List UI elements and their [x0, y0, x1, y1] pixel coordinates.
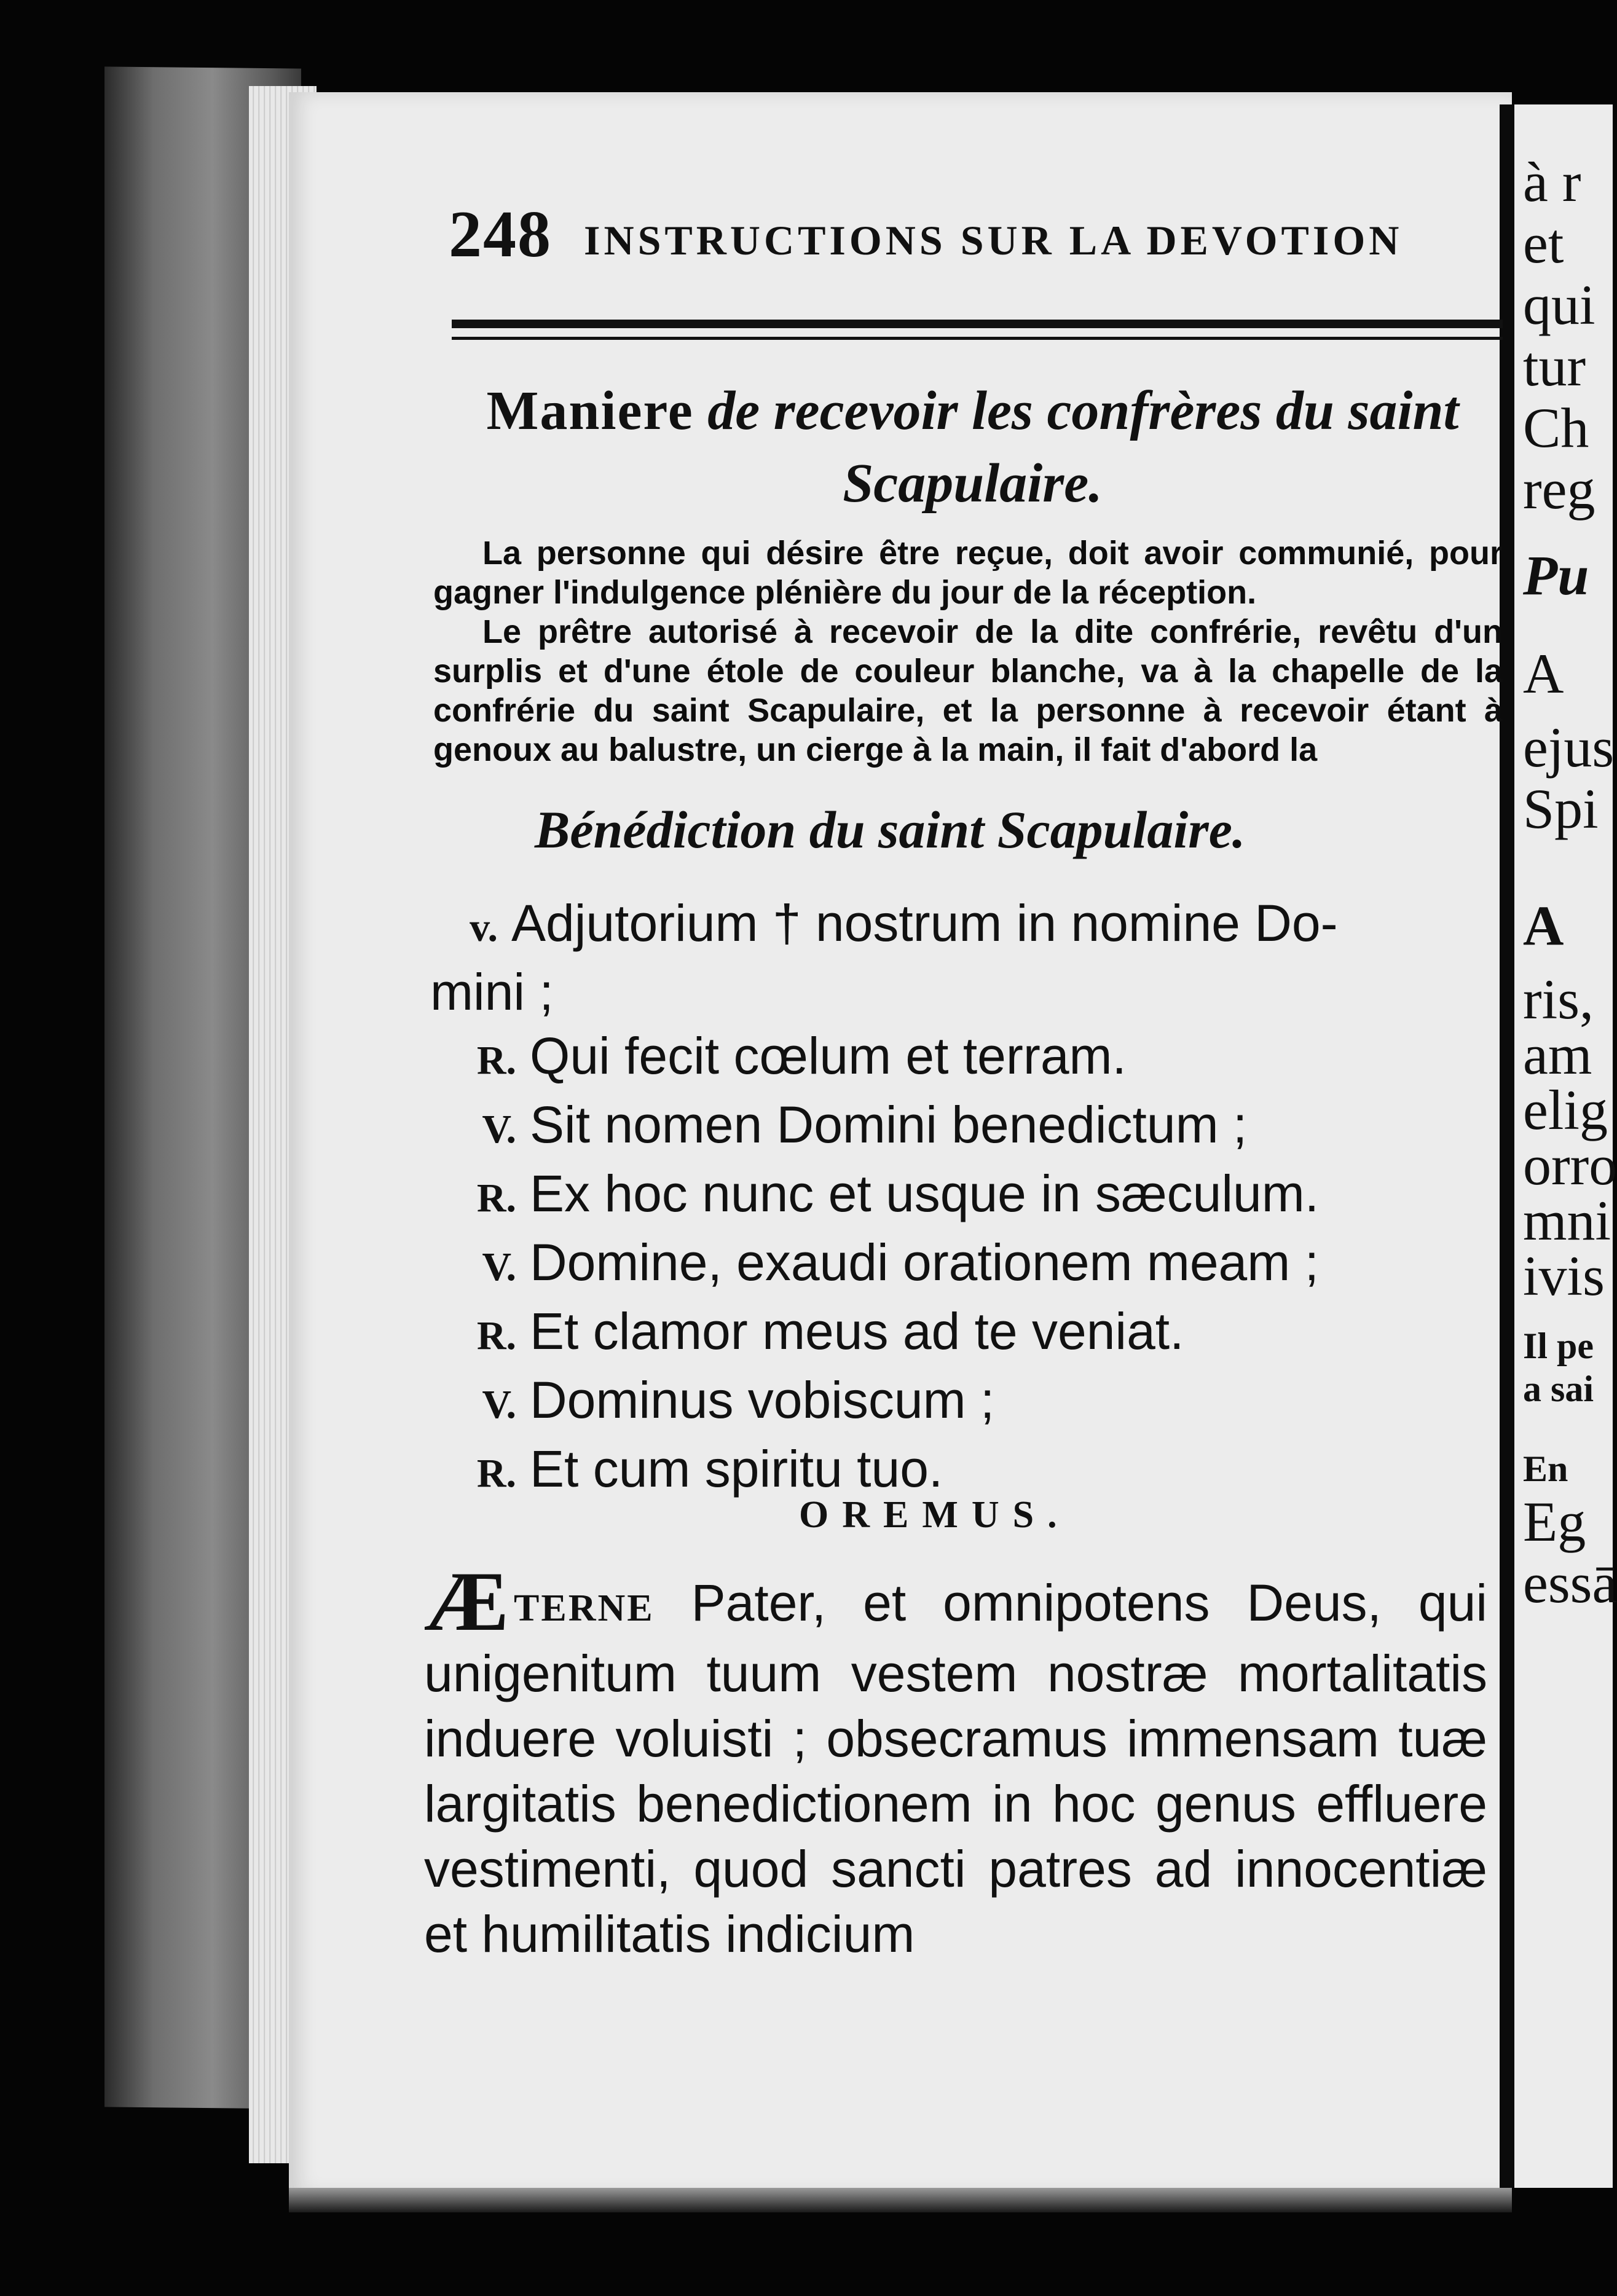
facing-page — [1500, 104, 1617, 2188]
facing-page-fragment: A — [1523, 642, 1564, 705]
versicle-row — [430, 891, 1512, 960]
response-mark: R. — [476, 1451, 516, 1496]
section-title-caps: Maniere — [486, 380, 694, 441]
facing-page-fragment: a sai — [1523, 1369, 1594, 1409]
versicle-row — [430, 960, 1512, 1024]
oremus-heading: OREMUS. — [799, 1494, 1071, 1536]
versicle-row — [430, 1368, 1512, 1437]
facing-page-fragment: En — [1523, 1449, 1568, 1489]
facing-page-fragment: ejus — [1523, 716, 1615, 779]
prayer-body: Pater, et omnipotens Deus, qui unigenitum tuum vestem nostræ mortalitatis induere voluisti ; obsecramus immensam tuæ largitatis benedictionem in hoc genus effluere vestimenti, quod sancti patres ad innocentiæ et humilitatis indicium — [424, 1574, 1487, 1963]
facing-page-fragment: Il pe — [1523, 1326, 1594, 1366]
versicle-mark: v. — [470, 905, 498, 950]
rubric-paragraph: La personne qui désire être reçue, doit avoir communié, pour gagner l'indulgence plénière du jour de la réception. — [433, 535, 1503, 611]
section-title — [443, 375, 1503, 520]
facing-page-fragment: Spi — [1523, 777, 1599, 840]
page-number: 248 — [449, 198, 552, 271]
facing-page-fragment: qui — [1523, 273, 1595, 336]
running-head: INSTRUCTIONS SUR LA DEVOTION — [584, 217, 1403, 264]
prayer-small-caps: TERNE — [514, 1587, 655, 1629]
rubric-instructions — [433, 533, 1503, 769]
facing-page-fragment: A — [1523, 894, 1564, 957]
facing-page-fragment: à r — [1523, 151, 1581, 213]
versicle-text: Dominus vobiscum ; — [530, 1371, 995, 1429]
versicle-text: Ex hoc nunc et usque in sæculum. — [530, 1165, 1320, 1222]
facing-page-fragment: ivis — [1523, 1244, 1605, 1307]
versicle-mark: V. — [482, 1107, 516, 1152]
response-mark: R. — [476, 1176, 516, 1221]
versicle-text: Adjutorium † nostrum in nomine Do- — [511, 894, 1338, 952]
versicle-text: Sit nomen Domini benedictum ; — [530, 1096, 1248, 1154]
facing-page-fragment: et — [1523, 212, 1564, 275]
drop-cap: Æ — [424, 1554, 509, 1648]
header-rule-thin — [452, 337, 1503, 340]
section-title-text: de recevoir les confrères du saint Scapulaire. — [693, 380, 1459, 514]
versicle-row — [430, 1024, 1512, 1093]
versicle-mark: V. — [482, 1244, 516, 1289]
prayer-text — [424, 1554, 1487, 1967]
versicle-text: Et cum spiritu tuo. — [530, 1440, 943, 1498]
versicle-list — [430, 891, 1512, 1506]
versicle-row — [430, 1162, 1512, 1230]
facing-page-fragment: am — [1523, 1023, 1592, 1086]
versicle-text: Qui fecit cœlum et terram. — [530, 1027, 1127, 1085]
facing-page-fragment: ris, — [1523, 968, 1594, 1031]
facing-page-fragment: Ch — [1523, 396, 1589, 459]
versicle-text: Domine, exaudi orationem meam ; — [530, 1233, 1319, 1291]
versicle-text: mini ; — [430, 963, 554, 1021]
facing-page-fragment: elig — [1523, 1079, 1608, 1141]
response-mark: R. — [476, 1038, 516, 1083]
versicle-text: Et clamor meus ad te veniat. — [530, 1302, 1184, 1360]
header-rule — [452, 320, 1503, 328]
facing-page-fragment: orro — [1523, 1134, 1617, 1197]
facing-page-fragment: essā — [1523, 1552, 1617, 1614]
versicle-mark: V. — [482, 1382, 516, 1427]
versicle-row — [430, 1230, 1512, 1299]
versicle-row — [430, 1093, 1512, 1162]
facing-page-fragment: tur — [1523, 335, 1586, 398]
facing-page-fragment: Eg — [1523, 1490, 1586, 1553]
versicle-row — [430, 1299, 1512, 1368]
facing-page-fragment: reg — [1523, 458, 1595, 521]
rubric-paragraph: Le prêtre autorisé à recevoir de la dite confrérie, revêtu d'un surplis et d'une étole de couleur blanche, va à la chapelle de la confrérie du saint Scapulaire, et la personne à recevoir étant à genoux au balustre, un cierge à la main, il fait d'abord la — [433, 613, 1503, 768]
blessing-subtitle: Bénédiction du saint Scapulaire. — [535, 800, 1246, 859]
response-mark: R. — [476, 1313, 516, 1358]
page-bottom-shadow — [289, 2188, 1512, 2212]
facing-page-fragment: Pu — [1523, 544, 1589, 607]
facing-page-fragment: mni — [1523, 1189, 1611, 1252]
